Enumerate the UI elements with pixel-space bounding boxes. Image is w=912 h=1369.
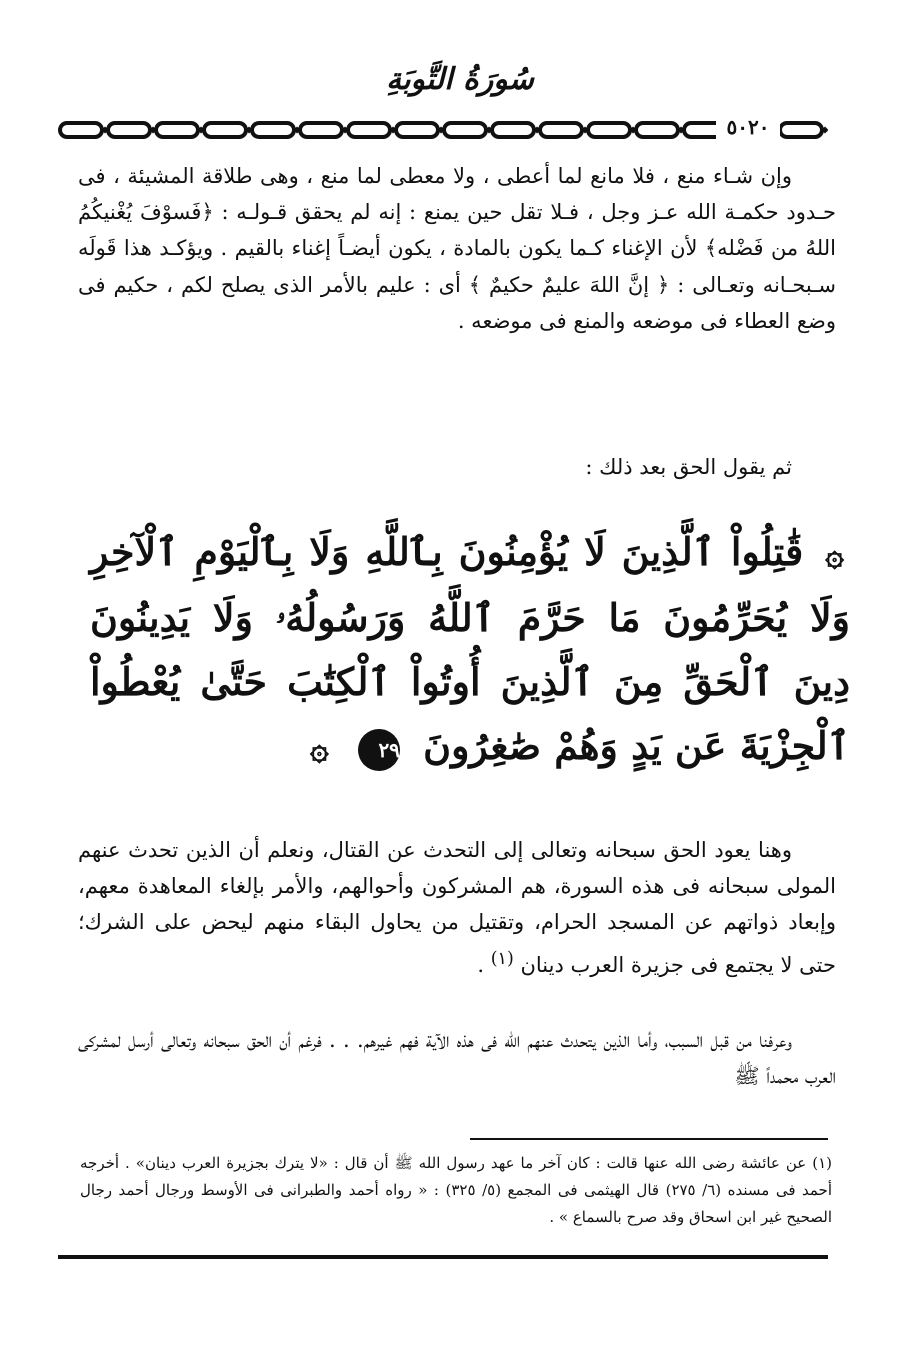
chain-link — [60, 123, 102, 137]
paragraph-2-block — [78, 449, 836, 485]
verse-number-badge: ٢٩ — [358, 729, 400, 771]
chain-link — [540, 123, 582, 137]
paragraph-3-end: . — [477, 952, 485, 977]
chain-link — [588, 123, 630, 137]
paragraph-1: وإن شـاء منع ، فلا مانع لما أعطى ، ولا معطى لما منع ، وهى طلاقة المشيئة ، فى حـدود حكمـة الله عـز وجل ، فـلا تقل حين يمنع : إنه لم يحقق قـولـه : ﴿فَسوْفَ يُغْنيكُمُ اللهُ من فَضْله﴾ لأن الإغناء كـما يكون بالمادة ، يكون أيضـاً إغناء بالقيم . ويؤكـد هذا قَولَه سـبحـانه وتعـالى : ﴿ إنَّ اللهَ عليمٌ حكيمٌ ﴾ أى : عليم بالأمر الذى يصلح لكم ، حكيم فى وضع العطاء فى موضعه والمنع فى موضعه . — [78, 164, 836, 333]
chain-link — [396, 123, 438, 137]
chain-link — [300, 123, 342, 137]
chain-link — [636, 123, 678, 137]
chain-link — [156, 123, 198, 137]
paragraph-1-block — [78, 158, 836, 339]
chain-link — [108, 123, 150, 137]
quran-verse-block — [90, 520, 850, 780]
bottom-rule — [58, 1255, 828, 1259]
paragraph-4: وعرفنا من قبل السبب، وأما الذين يتحدث عنهم الله فى هذه الآية فهم غيرهم. . . فرغم أن الحق سبحانه وتعالى أرسل لمشركى العرب محمداً ﷺ — [78, 1028, 836, 1089]
paragraph-3 — [78, 832, 836, 983]
chain-link — [204, 123, 246, 137]
chain-link — [252, 123, 294, 137]
footnote-divider — [470, 1138, 828, 1140]
chain-link — [348, 123, 390, 137]
ornamental-chain-border — [58, 117, 828, 143]
paragraph-2: ثم يقول الحق بعد ذلك : — [585, 455, 792, 479]
paragraph-3-text: وهنا يعود الحق سبحانه وتعالى إلى التحدث عن القتال، ونعلم أن الذين تحدث عنهم المولى سبحانه فى هذه السورة، هم المشركون وأحوالهم، والأمر بإلغاء المعاهدة معهم، وإبعاد ذواتهم عن المسجد الحرام، وتقتيل من يحاول البقاء منهم ليحض على الشرك؛ حتى لا يجتمع فى جزيرة العرب دينان — [78, 838, 836, 977]
page-number: ٥٠٢٠ — [716, 115, 780, 139]
paragraph-3-block — [78, 832, 836, 983]
chain-link — [492, 123, 534, 137]
chain-link — [780, 123, 822, 137]
sura-title: سُورَةُ التَّوبَةِ — [386, 62, 534, 97]
footnote: (١) عن عائشة رضى الله عنها قالت : كان آخر ما عهد رسول الله ﷺ أن قال : «لا يترك بجزيرة العرب دينان» . أخرجه أحمد فى مسنده (٦/ ٢٧٥) قال الهيثمى فى المجمع (٥/ ٣٢٥) : « رواه أحمد والطبرانى فى الأوسط ورجال أحمد رجال الصحيح غير ابن اسحاق وقد صرح بالسماع » . — [80, 1154, 832, 1226]
verse-open-ornament-icon: ۞ — [825, 535, 844, 573]
footnote-reference: (١) — [490, 948, 514, 969]
paragraph-4-block — [78, 1022, 836, 1094]
chain-link — [444, 123, 486, 137]
verse-close-ornament-icon: ۞ — [309, 729, 329, 767]
verse-text: قَٰتِلُواْ ٱلَّذِينَ لَا يُؤْمِنُونَ بِٱللَّهِ وَلَا بِٱلْيَوْمِ ٱلْآخِرِ وَلَا يُحَرِّمُونَ مَا حَرَّمَ ٱللَّهُ وَرَسُولُهُۥ وَلَا يَدِينُونَ دِينَ ٱلْحَقِّ مِنَ ٱلَّذِينَ أُوتُواْ ٱلْكِتَٰبَ حَتَّىٰ يُعْطُواْ ٱلْجِزْيَةَ عَن يَدٍ وَهُمْ صَٰغِرُونَ — [90, 529, 850, 768]
